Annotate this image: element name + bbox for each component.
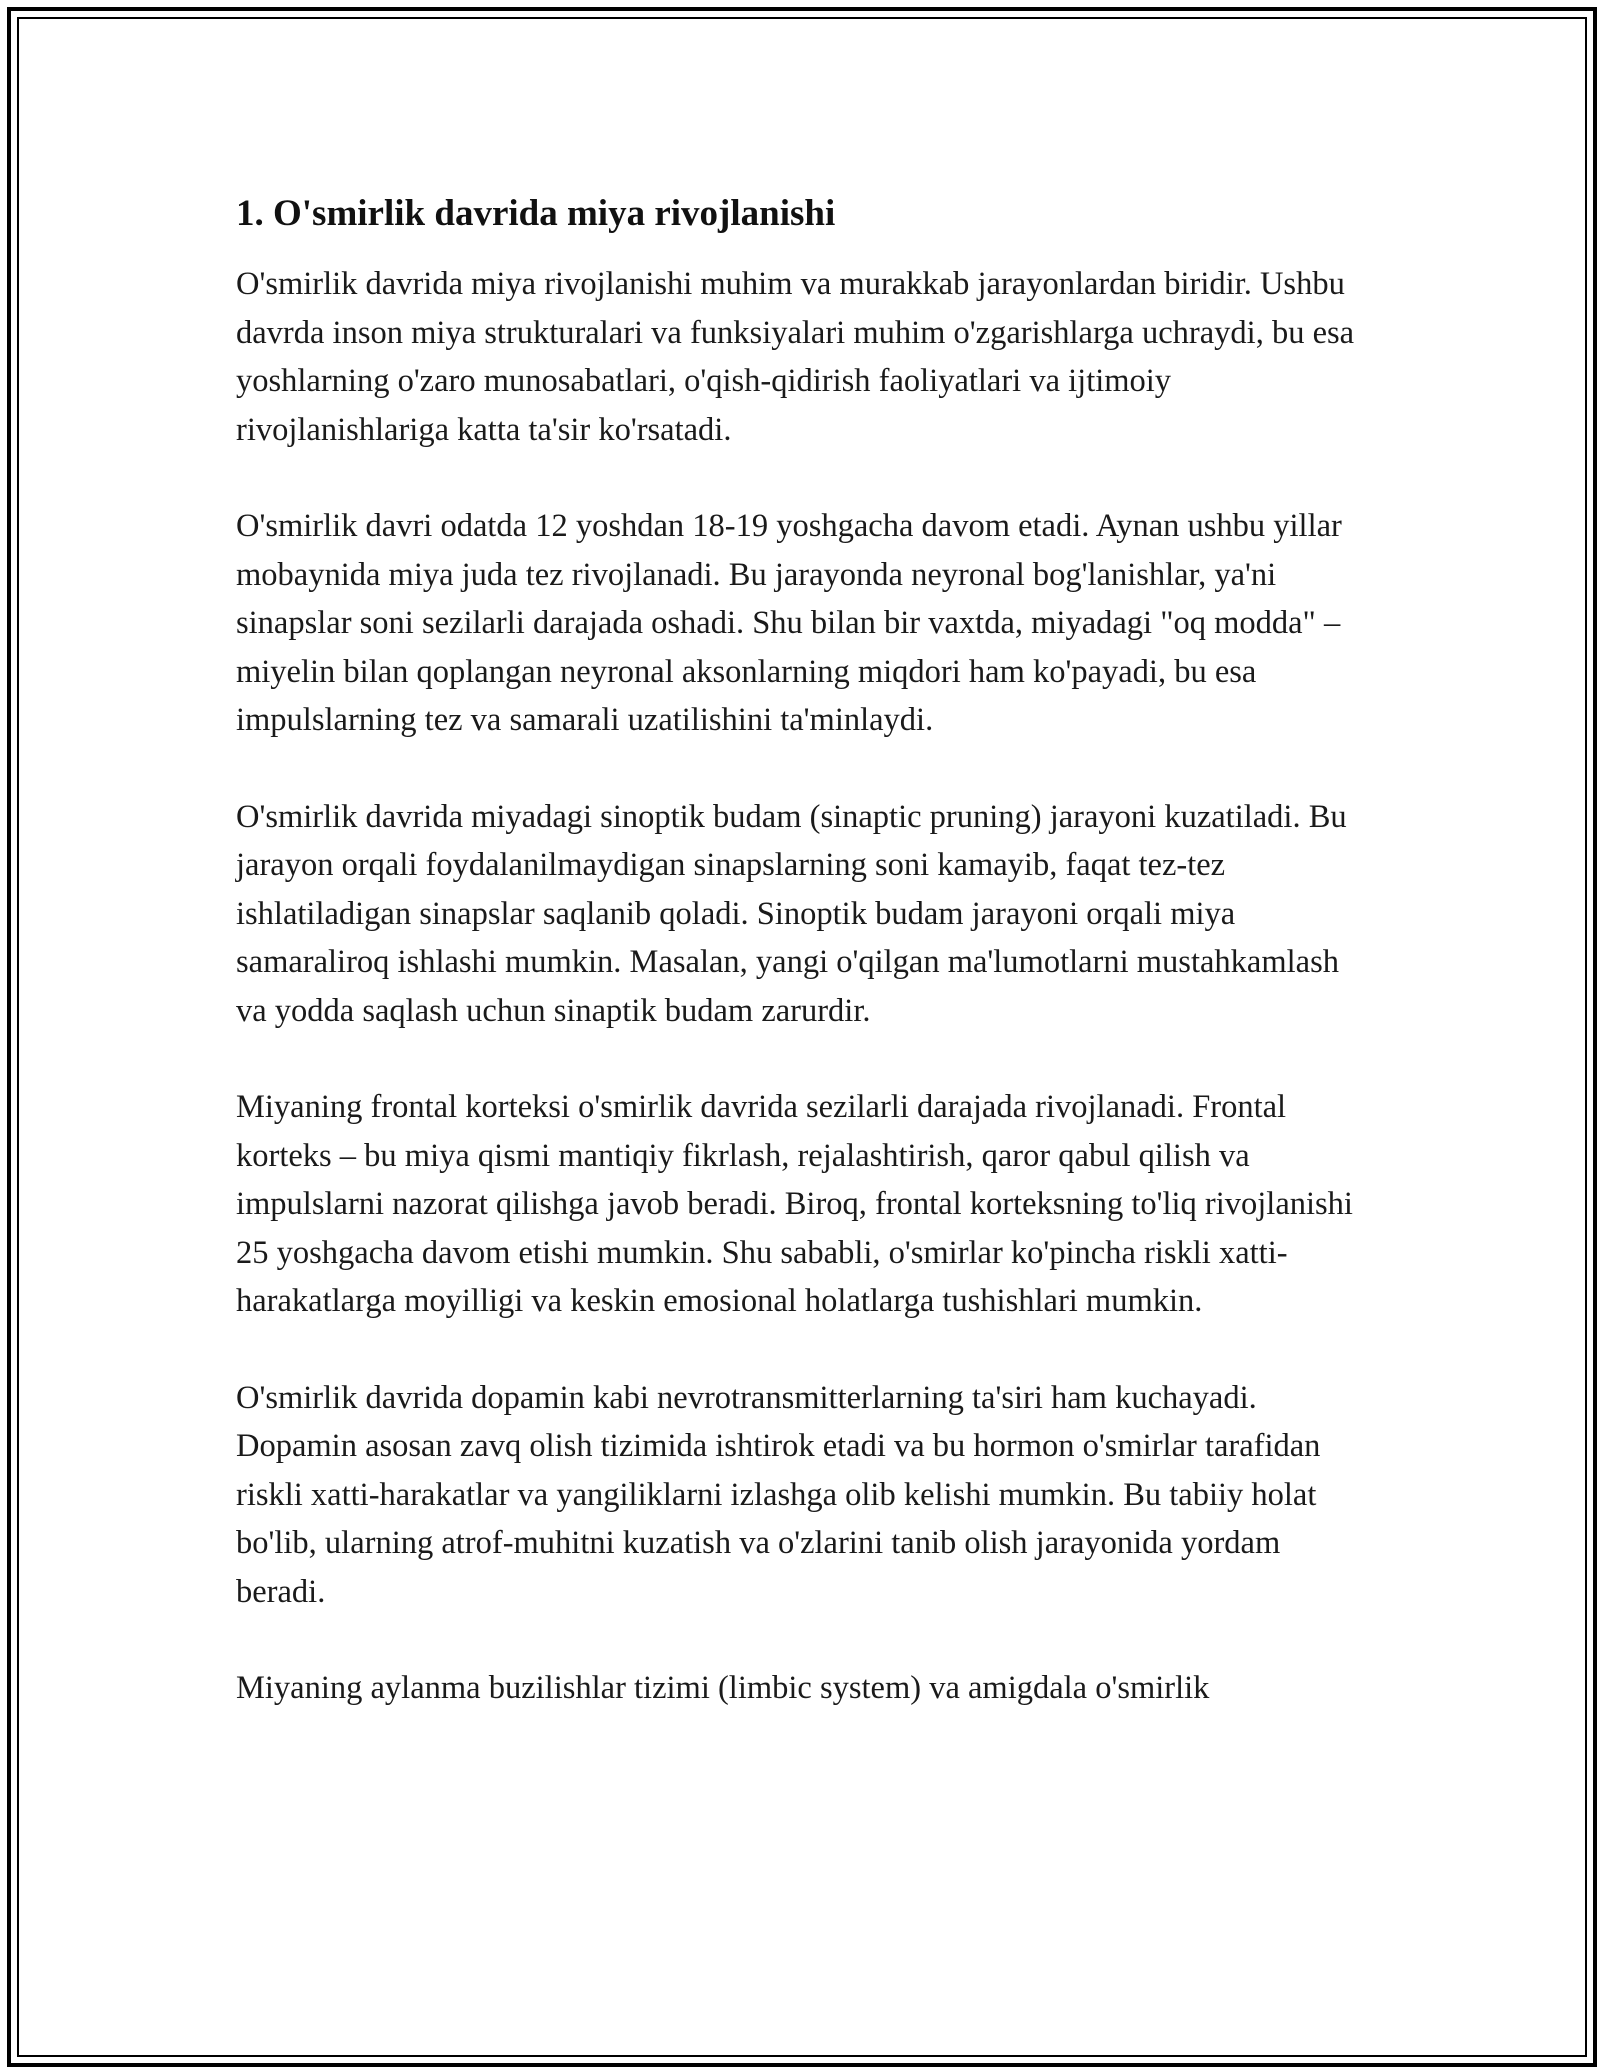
paragraph-4: Miyaning frontal korteksi o'smirlik davrida sezilarli darajada rivojlanadi. Frontal korteks – bu miya qismi mantiqiy fikrlash, rejalashtirish, qaror qabul qilish va impulslarni nazorat qilishga javob beradi. Biroq, frontal korteksning to'liq rivojlanishi 25 yoshgacha davom etishi mumkin. Shu sababli, o'smirlar ko'pincha riskli xatti-harakatlarga moyilligi va keskin emosional holatlarga tushishlari mumkin. [236, 1089, 1353, 1319]
paragraph-1: O'smirlik davrida miya rivojlanishi muhim va murakkab jarayonlardan biridir. Ushbu davrda inson miya strukturalari va funksiyalari muhim o'zgarishlarga uchraydi, bu esa yoshlarning o'zaro munosabatlari, o'qish-qidirish faoliyatlari va ijtimoiy rivojlanishlariga katta ta'sir ko'rsatadi. [236, 266, 1355, 448]
paragraph-3: O'smirlik davrida miyadagi sinoptik budam (sinaptic pruning) jarayoni kuzatiladi. Bu jarayon orqali foydalanilmaydigan sinapslarning soni kamayib, faqat tez-tez ishlatiladigan sinapslar saqlanib qoladi. Sinoptik budam jarayoni orqali miya samaraliroq ishlashi mumkin. Masalan, yangi o'qilgan ma'lumotlarni mustahkamlash va yodda saqlash uchun sinaptik budam zarurdir. [236, 798, 1347, 1029]
document-body [236, 190, 1376, 1761]
paragraph-6: Miyaning aylanma buzilishlar tizimi (limbic system) va amigdala o'smirlik [236, 1670, 1210, 1706]
paragraph-5: O'smirlik davrida dopamin kabi nevrotransmitterlarning ta'siri ham kuchayadi. Dopamin asosan zavq olish tizimida ishtirok etadi va bu hormon o'smirlar tarafidan riskli xatti-harakatlar va yangiliklarni izlashga olib kelishi mumkin. Bu tabiiy holat bo'lib, ularning atrof-muhitni kuzatish va o'zlarini tanib olish jarayonida yordam beradi. [236, 1379, 1321, 1610]
section-heading: 1. O'smirlik davrida miya rivojlanishi [236, 193, 836, 234]
paragraph-2: O'smirlik davri odatda 12 yoshdan 18-19 yoshgacha davom etadi. Aynan ushbu yillar mobaynida miya juda tez rivojlanadi. Bu jarayonda neyronal bog'lanishlar, ya'ni sinapslar soni sezilarli darajada oshadi. Shu bilan bir vaxtda, miyadagi "oq modda" – miyelin bilan qoplangan neyronal aksonlarning miqdori ham ko'payadi, bu esa impulslarning tez va samarali uzatilishini ta'minlaydi. [236, 508, 1342, 738]
